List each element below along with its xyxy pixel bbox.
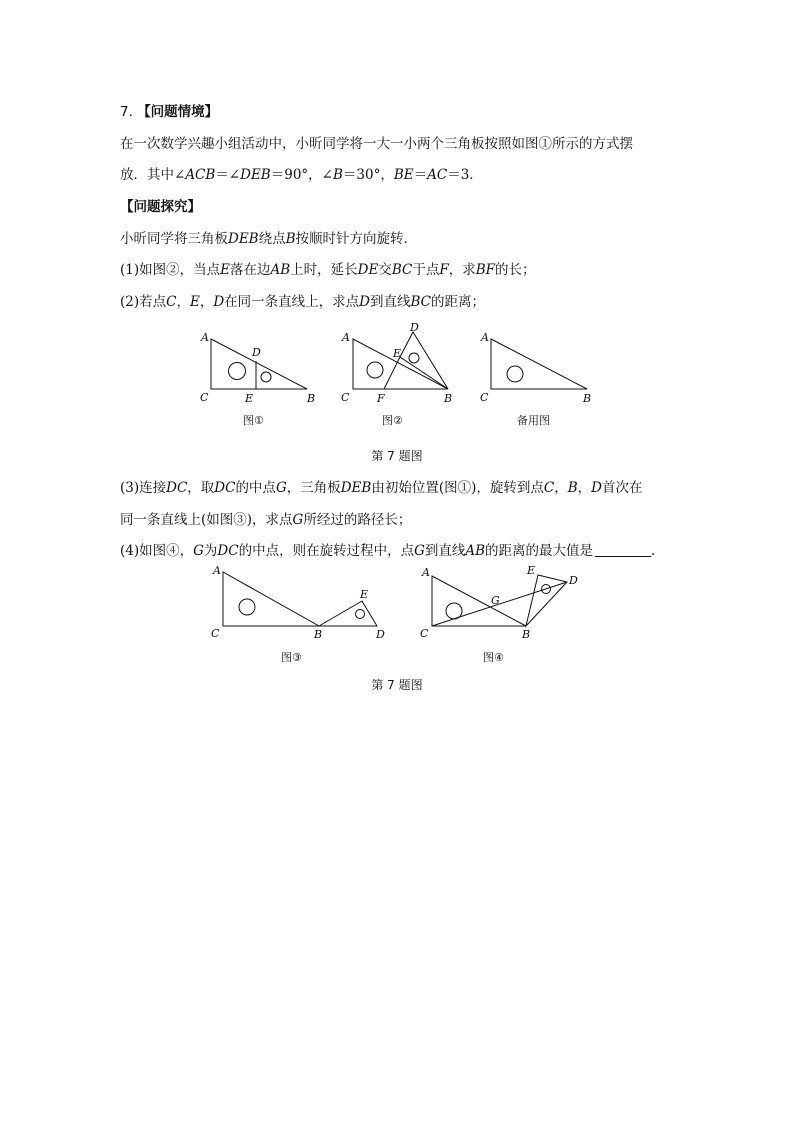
var: G [292, 512, 304, 528]
label-a: A [342, 331, 350, 344]
var: ACB [185, 167, 216, 183]
text: 落在边 [229, 262, 271, 278]
var: B [285, 231, 296, 247]
text: 的中点，则在旋转过程中，点 [238, 543, 415, 559]
label-e: E [393, 347, 402, 360]
hole-small [409, 353, 419, 363]
label-e: E [527, 564, 536, 577]
text: ＝∠ [215, 167, 241, 183]
var: G [414, 543, 425, 559]
text: ， [199, 294, 214, 310]
question-3 [120, 478, 680, 498]
label-c: C [341, 391, 350, 404]
var: C [543, 480, 555, 496]
var: DEB [228, 231, 259, 247]
question-2 [120, 292, 680, 312]
var: B [332, 167, 343, 183]
text: 同一条直线上(如图③)，求点 [120, 512, 293, 528]
var: DEB [240, 167, 271, 183]
text: (2)若点 [120, 294, 167, 310]
heading-problem-situation: 【问题情境】 [137, 104, 219, 120]
label-b: B [307, 392, 316, 405]
label-b: B [314, 628, 323, 641]
text: (1)如图②，当点 [120, 262, 221, 278]
triangle-bed [319, 601, 377, 626]
hole-small [261, 372, 271, 382]
text: 首次在 [601, 480, 643, 496]
figure-caption: 第 7 题图 [371, 449, 423, 463]
text: 的距离； [431, 294, 485, 310]
text: ， [554, 480, 568, 496]
label-c: C [211, 627, 220, 640]
var: D [591, 480, 602, 496]
text: 绕点 [258, 231, 286, 247]
var: BC [410, 294, 431, 310]
var: DC [214, 480, 236, 496]
hole-large [446, 603, 462, 619]
label-e: E [245, 392, 254, 405]
figure-4 [205, 562, 405, 672]
figure-caption: 第 7 题图 [371, 678, 423, 692]
text: 的长； [495, 262, 536, 278]
var: AB [465, 543, 486, 559]
hole-large [229, 363, 246, 380]
text: 由初始位置(图①)，旋转到点 [371, 480, 544, 496]
hole-large [239, 599, 255, 615]
label-g: G [491, 594, 500, 607]
figure-label: 备用图 [517, 414, 550, 427]
figure-label: 图① [243, 414, 264, 427]
text: ＝ [413, 167, 428, 183]
var: BF [475, 262, 496, 278]
triangle-abc [491, 339, 587, 389]
figure-label: 图④ [483, 651, 504, 664]
text: 到直线 [424, 543, 466, 559]
var: BE [393, 167, 414, 183]
text: 上时，延长 [290, 262, 358, 278]
var: AB [270, 262, 291, 278]
problem-number: 7. [120, 104, 133, 120]
question-3-line-2 [120, 510, 680, 530]
hole-large [367, 362, 383, 378]
label-d: D [569, 574, 578, 587]
text: 到直线 [369, 294, 411, 310]
text: ＝30°， [342, 167, 394, 183]
text: 的中点 [235, 480, 276, 496]
answer-blank[interactable] [595, 542, 651, 557]
figure-label: 图② [382, 414, 403, 427]
figure-label: 图③ [281, 651, 302, 664]
text: 在同一条直线上，求点 [224, 294, 360, 310]
label-d: D [410, 321, 419, 334]
segment-ef [384, 357, 400, 389]
hole-large [507, 366, 523, 382]
text: ， [577, 480, 592, 496]
var: DEB [340, 480, 372, 496]
triangle-bed [526, 575, 567, 626]
triangle-abc [223, 572, 319, 626]
label-c: C [480, 391, 489, 404]
text: 放．其中∠ [120, 167, 186, 183]
var: DC [217, 543, 239, 559]
var: G [193, 543, 204, 559]
label-d: D [376, 628, 385, 641]
figure-3 [475, 325, 605, 435]
text: ＝3． [447, 167, 483, 183]
figure-2 [336, 320, 466, 435]
var: E [220, 262, 230, 278]
text: 所经过的路径长； [303, 512, 412, 528]
var: C [166, 294, 177, 310]
hole-small [356, 610, 365, 619]
label-b: B [583, 392, 592, 405]
text: ． [651, 543, 665, 559]
text: (4)如图④， [120, 543, 194, 559]
label-c: C [200, 391, 209, 404]
text: ＝90°，∠ [270, 167, 333, 183]
text: 于点 [412, 262, 440, 278]
heading-problem-exploration-line [120, 197, 680, 217]
var: F [439, 262, 449, 278]
label-e: E [360, 588, 369, 601]
var: B [567, 480, 578, 496]
text: 为 [203, 543, 218, 559]
text: ，三角板 [286, 480, 341, 496]
var: E [189, 294, 200, 310]
text: 按顺时针方向旋转． [295, 231, 418, 247]
text: ，求 [448, 262, 476, 278]
text: (3)连接 [120, 480, 167, 496]
figure-1 [195, 325, 325, 435]
text: ，取 [187, 480, 215, 496]
var: DE [357, 262, 379, 278]
var: D [359, 294, 370, 310]
label-b: B [522, 628, 531, 641]
var: D [213, 294, 225, 310]
question-4 [120, 541, 680, 561]
var: DC [166, 480, 188, 496]
label-a: A [481, 331, 489, 344]
text: 的距离的最大值是 [485, 543, 594, 559]
triangle-abc [432, 576, 526, 626]
figure-5 [415, 562, 595, 672]
paragraph-line: 在一次数学兴趣小组活动中，小昕同学将一大一小两个三角板按照如图①所示的方式摆 [120, 136, 633, 152]
label-a: A [213, 564, 221, 577]
label-a: A [201, 331, 209, 344]
paragraph-line [120, 165, 680, 185]
var: G [275, 480, 287, 496]
heading-problem-exploration: 【问题探究】 [120, 199, 201, 215]
label-f: F [377, 392, 385, 405]
problem-number-line [120, 102, 680, 122]
text: 交 [378, 262, 392, 278]
paragraph-line [120, 229, 680, 249]
label-d: D [252, 346, 261, 359]
var: BC [391, 262, 413, 278]
triangle-deb [400, 332, 448, 389]
question-1 [120, 260, 680, 280]
text: 小昕同学将三角板 [120, 231, 228, 247]
label-a: A [422, 566, 430, 579]
text: ， [176, 294, 190, 310]
label-c: C [420, 627, 429, 640]
var: AC [427, 167, 448, 183]
label-b: B [444, 392, 453, 405]
